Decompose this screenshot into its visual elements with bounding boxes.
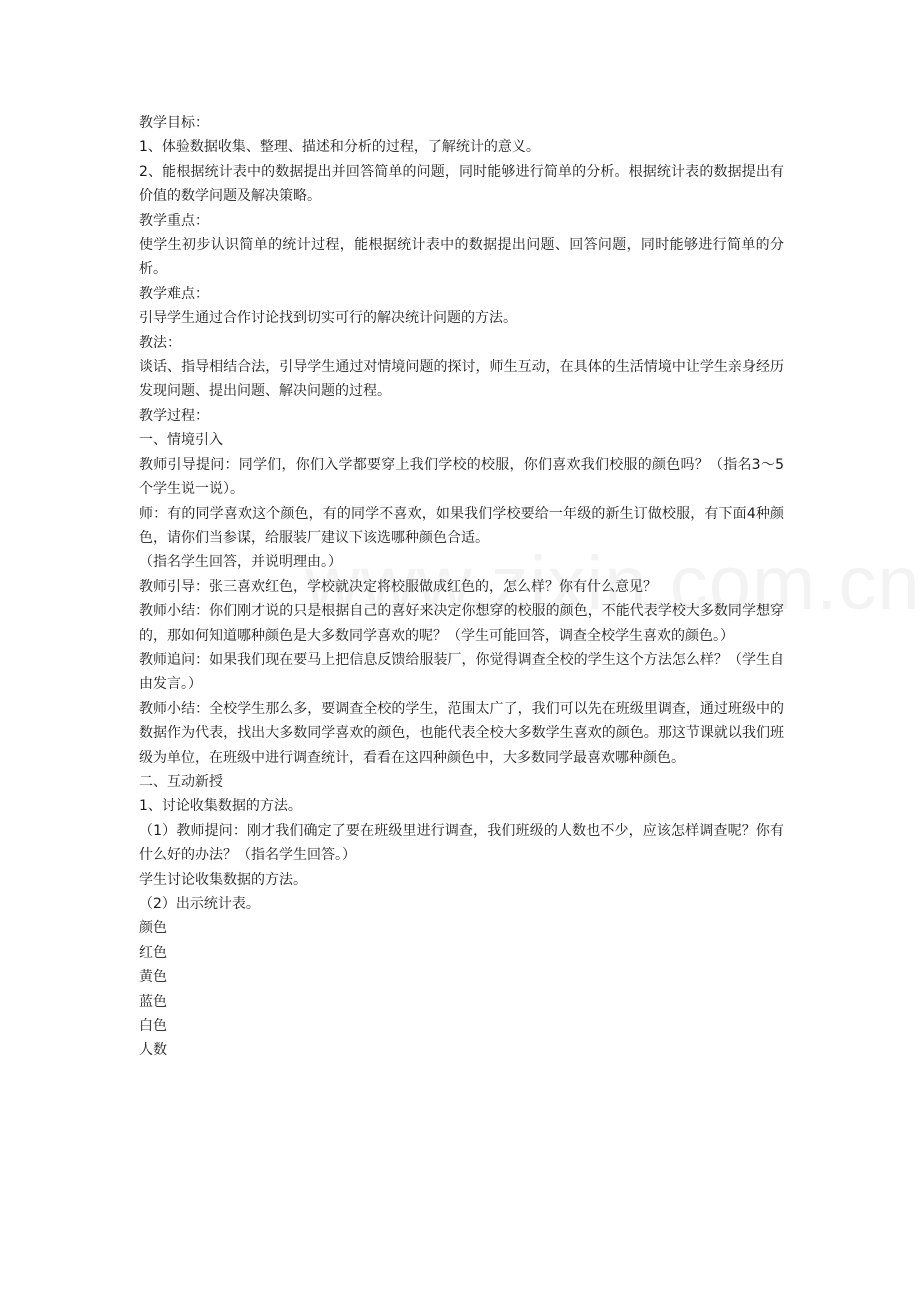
table-row-white: 白色 bbox=[139, 1018, 167, 1035]
methods-text: 谈话、指导相结合法，引导学生通过对情境问题的探讨，师生互动，在具体的生活情境中让学生亲身经历发现问题、提出问题、解决问题的过程。 bbox=[139, 359, 784, 400]
heading-difficulties: 教学难点： bbox=[139, 285, 209, 302]
table-header-count: 人数 bbox=[139, 1042, 167, 1059]
paragraph-teacher-summary-1: 教师小结：你们刚才说的只是根据自己的喜好来决定你想穿的校服的颜色，不能代表学校大多数同学想穿的，那如何知道哪种颜色是大多数同学喜欢的呢？（学生可能回答，调查全校学生喜欢的颜色。） bbox=[139, 603, 784, 644]
heading-objectives: 教学目标： bbox=[139, 115, 209, 131]
table-row-yellow: 黄色 bbox=[139, 969, 167, 986]
table-row-red: 红色 bbox=[139, 944, 167, 961]
lesson-plan-body bbox=[139, 111, 784, 1063]
step-1-1-text: （1）教师提问：刚才我们确定了要在班级里进行调查，我们班级的人数也不少，应该怎样调查呢？你有什么好的办法？（指名学生回答。） bbox=[139, 822, 784, 864]
key-points-text: 使学生初步认识简单的统计过程，能根据统计表中的数据提出问题、回答问题，同时能够进行简单的分析。 bbox=[139, 237, 784, 278]
heading-key-points: 教学重点： bbox=[139, 212, 209, 229]
paragraph-teacher-statement: 师：有的同学喜欢这个颜色，有的同学不喜欢，如果我们学校要给一年级的新生订做校服，有下面4种颜色，请你们当参谋，给服装厂建议下该选哪种颜色合适。 bbox=[139, 505, 784, 546]
paragraph-teacher-followup: 教师追问：如果我们现在要马上把信息反馈给服装厂，你觉得调查全校的学生这个方法怎么样？（学生自由发言。） bbox=[139, 651, 784, 693]
paragraph-teacher-guide: 教师引导：张三喜欢红色，学校就决定将校服做成红色的，怎么样？你有什么意见？ bbox=[139, 578, 657, 595]
section-1-title: 一、情境引入 bbox=[139, 432, 223, 449]
paragraph-teacher-summary-2: 教师小结：全校学生那么多，要调查全校的学生，范围太广了，我们可以先在班级里调查，通过班级中的数据作为代表，找出大多数同学喜欢的颜色，也能代表全校大多数学生喜欢的颜色。那这节课就以我们班级为单位，在班级中进行调查统计，看看在这四种颜色中，大多数同学最喜欢哪种颜色。 bbox=[139, 700, 784, 766]
step-1-title: 1、讨论收集数据的方法。 bbox=[139, 798, 302, 815]
paragraph-teacher-question: 教师引导提问：同学们，你们入学都要穿上我们学校的校服，你们喜欢我们校服的颜色吗？（指名3～5个学生说一说）。 bbox=[139, 456, 784, 498]
paragraph-student-answer: （指名学生回答，并说明理由。） bbox=[139, 554, 342, 571]
table-row-blue: 蓝色 bbox=[139, 993, 167, 1010]
step-1-2-text: （2）出示统计表。 bbox=[139, 896, 260, 912]
step-discussion-text: 学生讨论收集数据的方法。 bbox=[139, 871, 307, 888]
difficulties-text: 引导学生通过合作讨论找到切实可行的解决统计问题的方法。 bbox=[139, 310, 517, 327]
heading-process: 教学过程： bbox=[139, 407, 209, 424]
heading-methods: 教法： bbox=[139, 334, 181, 351]
table-header-color: 颜色 bbox=[139, 920, 167, 937]
objective-2: 2、能根据统计表中的数据提出并回答简单的问题，同时能够进行简单的分析。根据统计表的数据提出有价值的数学问题及解决策略。 bbox=[139, 163, 784, 205]
section-2-title: 二、互动新授 bbox=[139, 773, 223, 790]
objective-1: 1、体验数据收集、整理、描述和分析的过程，了解统计的意义。 bbox=[139, 139, 540, 156]
